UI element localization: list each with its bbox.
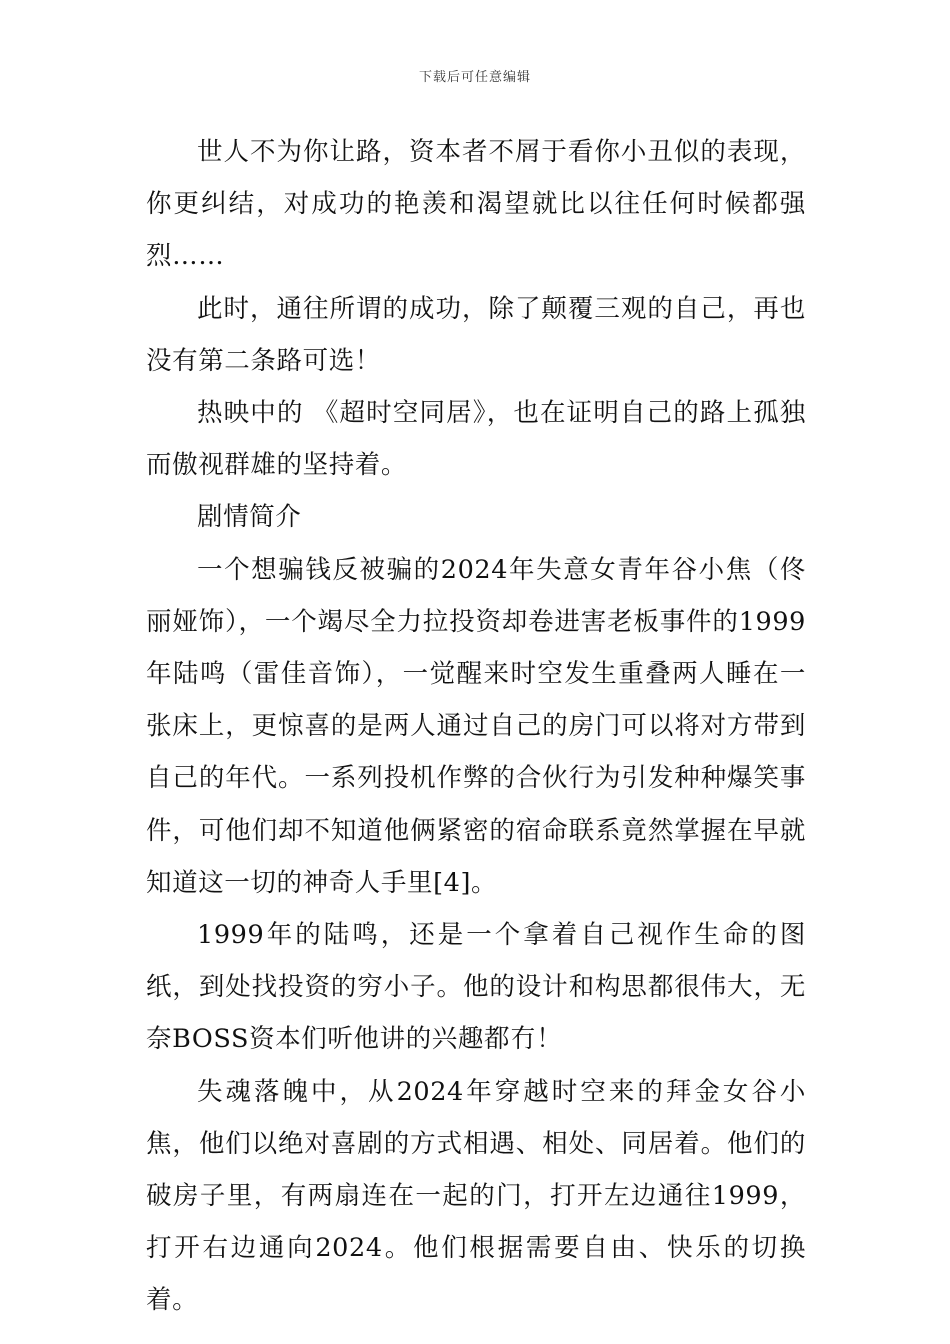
article-body [146, 126, 806, 1327]
paragraph-movie: 热映中的 《超时空同居》，也在证明自己的路上孤独而傲视群雄的坚持着。 [146, 398, 806, 481]
paragraph-lu-ming: 1999年的陆鸣，还是一个拿着自己视作生命的图纸，到处找投资的穷小子。他的设计和构思都很伟大，无奈BOSS资本们听他讲的兴趣都冇！ [146, 920, 806, 1055]
section-heading-synopsis: 剧情简介 [197, 502, 302, 533]
paragraph-choice: 此时，通往所谓的成功，除了颠覆三观的自己，再也没有第二条路可选！ [146, 293, 806, 376]
paragraph-meeting: 失魂落魄中，从2024年穿越时空来的拜金女谷小焦，他们以绝对喜剧的方式相遇、相处、同居着。他们的破房子里，有两扇连在一起的门，打开左边通往1999，打开右边通向2024。他们根据需要自由、快乐的切换着。 [146, 1076, 806, 1316]
paragraph-synopsis: 一个想骗钱反被骗的2024年失意女青年谷小焦（佟丽娅饰），一个竭尽全力拉投资却卷进害老板事件的1999年陆鸣（雷佳音饰），一觉醒来时空发生重叠两人睡在一张床上，更惊喜的是两人通过自己的房门可以将对方带到自己的年代。一系列投机作弊的合伙行为引发种种爆笑事件，可他们却不知道他俩紧密的宿命联系竟然掌握在早就知道这一切的神奇人手里[4]。 [146, 554, 806, 898]
paragraph-intro: 世人不为你让路，资本者不屑于看你小丑似的表现，你更纠结，对成功的艳羡和渴望就比以往任何时候都强烈…… [146, 137, 806, 272]
page-header: 下载后可任意编辑 [418, 70, 531, 85]
